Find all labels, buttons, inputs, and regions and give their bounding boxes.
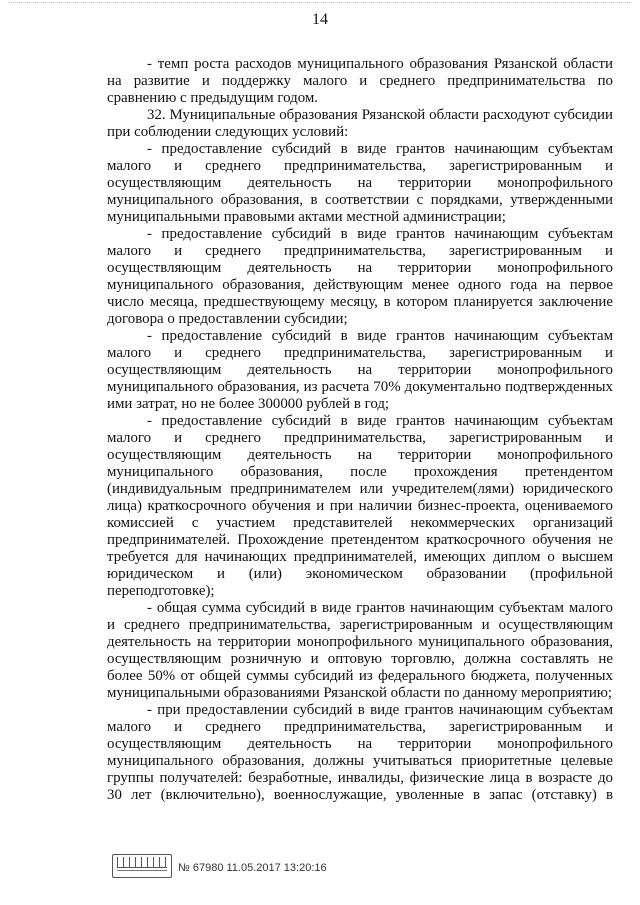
document-body xyxy=(107,56,613,804)
paragraph-condition-4: - предоставление субсидий в виде грантов начинающим субъектам малого и среднего предпринимательства, зарегистрированным и осуществляющим деятельность на территории монопрофильного муниципального образования, после прохождения претендентом (индивидуальным предпринимателем или учредителем(лями) юридического лица) краткосрочного обучения и при наличии бизнес-проекта, оцениваемого комиссией с участием представителей некоммерческих организаций предпринимателей. Прохождение претендентом краткосрочного обучения не требуется для начинающих предпринимателей, имеющих диплом о высшем юридическом и (или) экономическом образовании (профильной переподготовке); xyxy=(107,413,613,599)
paragraph-condition-2: - предоставление субсидий в виде грантов начинающим субъектам малого и среднего предпринимательства, зарегистрированным и осуществляющим деятельность на территории монопрофильного муниципального образования, действующим менее одного года на первое число месяца, предшествующему месяцу, в котором планируется заключение договора о предоставлении субсидии; xyxy=(107,226,613,327)
paragraph-clause-32: 32. Муниципальные образования Рязанской области расходуют субсидии при соблюдении следующих условий: xyxy=(107,107,613,140)
scan-artifact-line xyxy=(8,2,632,7)
page-number: 14 xyxy=(312,11,328,28)
document-registration-id: № 67980 11.05.2017 13:20:16 xyxy=(178,862,327,874)
document-footer xyxy=(112,854,412,884)
building-stamp-icon xyxy=(112,854,172,878)
paragraph-condition-1: - предоставление субсидий в виде грантов начинающим субъектам малого и среднего предпринимательства, зарегистрированным и осуществляющим деятельность на территории монопрофильного муниципального образования, в соответствии с порядками, утвержденными муниципальными правовыми актами местной администрации; xyxy=(107,141,613,225)
paragraph-condition-3: - предоставление субсидий в виде грантов начинающим субъектам малого и среднего предпринимательства, зарегистрированным и осуществляющим деятельность на территории монопрофильного муниципального образования, из расчета 70% документально подтвержденных ими затрат, но не более 300000 рублей в год; xyxy=(107,328,613,412)
paragraph-growth-rate: - темп роста расходов муниципального образования Рязанской области на развитие и поддержку малого и среднего предпринимательства по сравнению с предыдущим годом. xyxy=(107,56,613,106)
paragraph-condition-5: - общая сумма субсидий в виде грантов начинающим субъектам малого и среднего предпринимательства, зарегистрированным и осуществляющим деятельность на территории монопрофильного муниципального образования, осуществляющим розничную и оптовую торговлю, должна составлять не более 50% от общей суммы субсидий из федерального бюджета, полученных муниципальными образованиями Рязанской области по данному мероприятию; xyxy=(107,600,613,701)
paragraph-condition-6: - при предоставлении субсидий в виде грантов начинающим субъектам малого и среднего предпринимательства, зарегистрированным и осуществляющим деятельность на территории монопрофильного муниципального образования, должны учитываться приоритетные целевые группы получателей: безработные, инвалиды, физические лица в возрасте до 30 лет (включительно), военнослужащие, уволенные в запас (отставку) в xyxy=(107,702,613,803)
